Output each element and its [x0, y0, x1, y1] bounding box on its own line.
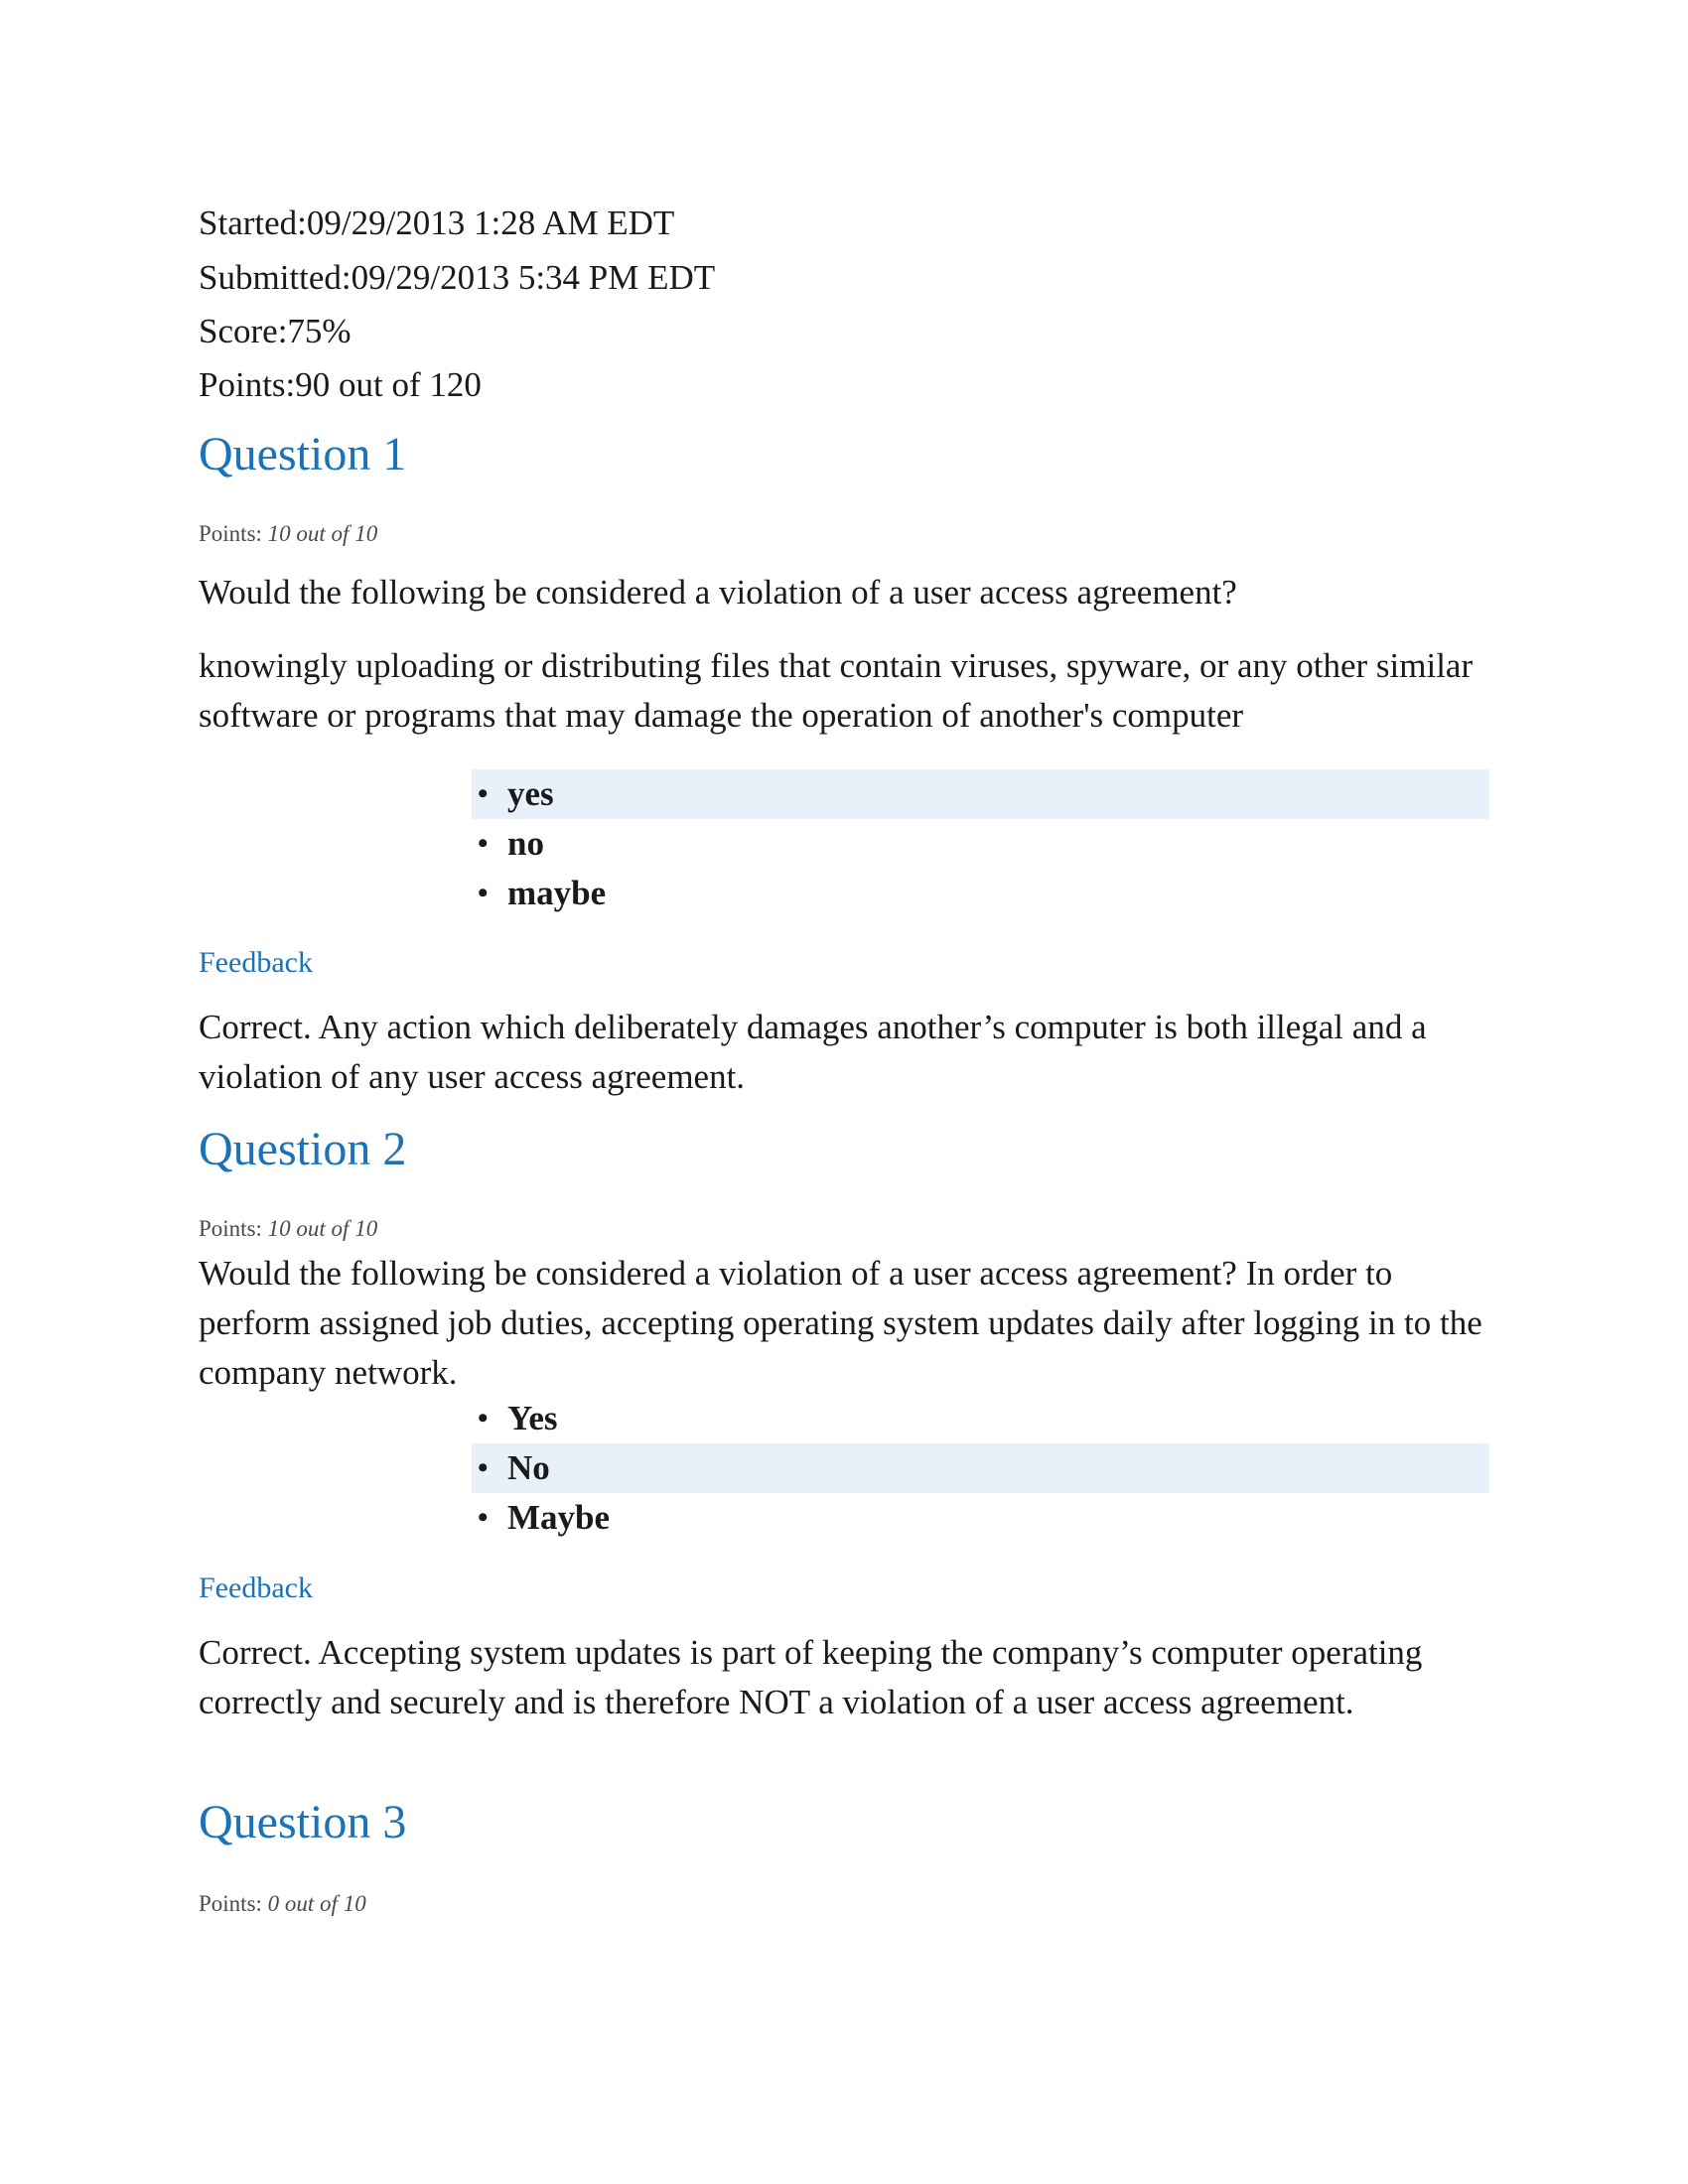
option-maybe[interactable] — [472, 1493, 1489, 1543]
option-label: maybe — [507, 874, 607, 912]
bullet-icon: • — [478, 827, 489, 860]
question-1-points — [199, 520, 377, 548]
bullet-icon: • — [478, 1501, 489, 1534]
bullet-icon: • — [478, 1402, 489, 1434]
question-1-feedback: Correct. Any action which deliberately damages another’s computer is both illegal and a violation of any user access agreement. — [199, 1008, 1427, 1096]
option-label: No — [507, 1448, 550, 1487]
option-label: Maybe — [507, 1498, 611, 1537]
submitted-timestamp: Submitted:09/29/2013 5:34 PM EDT — [199, 258, 716, 297]
points-label: Points: — [199, 521, 268, 546]
points-summary: Points:90 out of 120 — [199, 365, 482, 404]
question-2-prompt: Would the following be considered a violation of a user access agreement? In order to perform assigned job duties, accepting operating system updates daily after logging in to the company network. — [199, 1254, 1482, 1392]
points-value: 10 out of 10 — [267, 521, 378, 546]
bullet-icon: • — [478, 777, 489, 810]
points-value: 10 out of 10 — [267, 1216, 378, 1241]
option-no[interactable] — [472, 1443, 1489, 1493]
question-2-feedback-label: Feedback — [199, 1571, 313, 1604]
question-1-options — [472, 769, 1489, 918]
question-2-feedback: Correct. Accepting system updates is part of keeping the company’s computer operating correctly and securely and is therefore NOT a violation of a user access agreement. — [199, 1633, 1423, 1721]
points-label: Points: — [199, 1891, 268, 1916]
started-timestamp: Started:09/29/2013 1:28 AM EDT — [199, 204, 675, 242]
question-3-heading: Question 3 — [199, 1796, 407, 1848]
points-label: Points: — [199, 1216, 268, 1241]
score-summary: Score:75% — [199, 312, 352, 350]
points-value: 0 out of 10 — [267, 1891, 366, 1916]
question-1-feedback-label: Feedback — [199, 946, 313, 979]
question-1-heading: Question 1 — [199, 428, 407, 480]
option-maybe[interactable] — [472, 869, 1489, 918]
option-no[interactable] — [472, 819, 1489, 869]
option-label: Yes — [507, 1399, 558, 1437]
question-3-points — [199, 1890, 366, 1918]
option-yes[interactable] — [472, 769, 1489, 819]
bullet-icon: • — [478, 1451, 489, 1484]
option-yes[interactable] — [472, 1394, 1489, 1443]
question-2-options — [472, 1394, 1489, 1543]
question-1-prompt: Would the following be considered a violation of a user access agreement? — [199, 573, 1237, 612]
question-2-points — [199, 1215, 377, 1243]
question-2-heading: Question 2 — [199, 1123, 407, 1175]
option-label: yes — [507, 774, 554, 813]
bullet-icon: • — [478, 877, 489, 909]
question-1-detail: knowingly uploading or distributing files that contain viruses, spyware, or any other similar software or programs that may damage the operation of another's computer — [199, 646, 1474, 735]
option-label: no — [507, 824, 544, 863]
